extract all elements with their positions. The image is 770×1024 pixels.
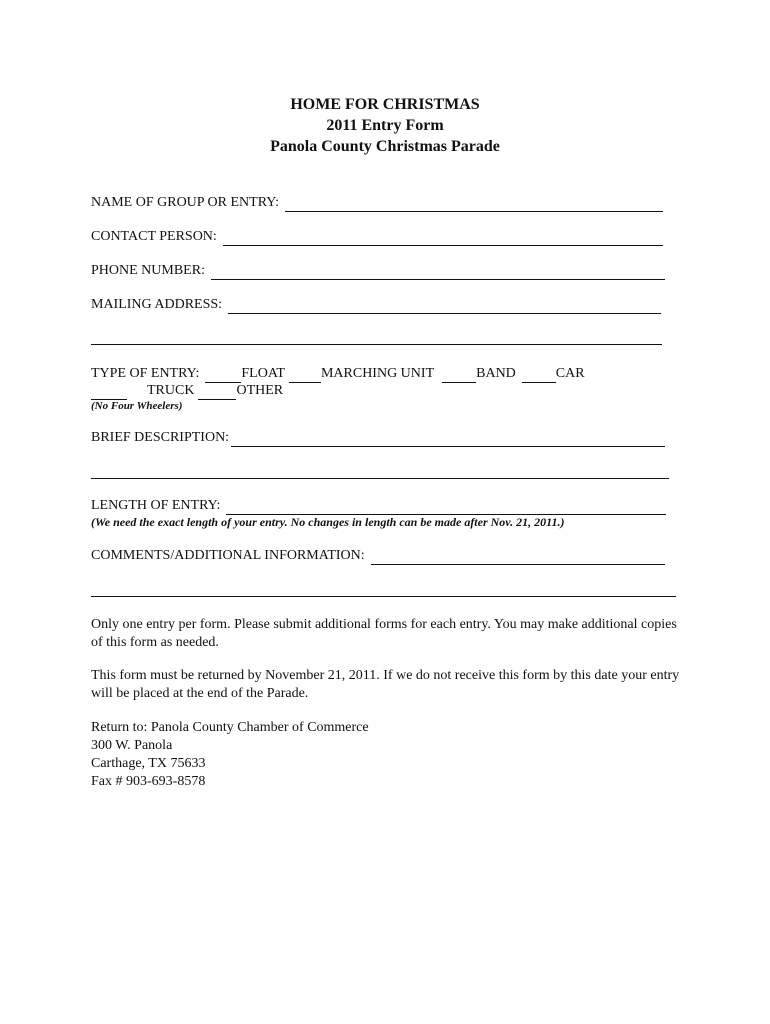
brief-description-line-2[interactable] [91, 478, 669, 479]
name-of-group-input-line[interactable] [285, 198, 663, 212]
return-to-line: Return to: Panola County Chamber of Commerce [91, 720, 369, 735]
band-blank[interactable] [442, 369, 476, 383]
brief-description-label: BRIEF DESCRIPTION: [91, 430, 230, 445]
brief-description-input-line[interactable] [231, 433, 665, 447]
street-address-line: 300 W. Panola [91, 738, 173, 753]
mailing-address-label: MAILING ADDRESS: [91, 297, 223, 312]
form-event-title: Panola County Christmas Parade [270, 138, 500, 155]
no-four-wheelers-note: (No Four Wheelers) [91, 400, 183, 412]
form-year-title: 2011 Entry Form [326, 117, 444, 134]
truck-blank[interactable] [91, 386, 127, 400]
length-of-entry-label: LENGTH OF ENTRY: [91, 498, 221, 513]
form-title: HOME FOR CHRISTMAS [290, 96, 480, 113]
float-blank[interactable] [205, 369, 241, 383]
mailing-address-line-2[interactable] [91, 344, 662, 345]
marching-unit-blank[interactable] [289, 369, 321, 383]
comments-field [91, 547, 665, 565]
marching-unit-option: MARCHING UNIT [320, 366, 435, 381]
float-option: FLOAT [241, 366, 285, 381]
city-state-zip-line: Carthage, TX 75633 [91, 756, 206, 771]
phone-number-label: PHONE NUMBER: [91, 263, 205, 278]
comments-label: COMMENTS/ADDITIONAL INFORMATION: [91, 548, 365, 563]
car-blank[interactable] [522, 369, 556, 383]
one-entry-instruction: Only one entry per form. Please submit additional forms for each entry. You may make additional copies of this form as needed. [91, 617, 677, 650]
length-of-entry-field [91, 497, 666, 515]
truck-option: TRUCK [147, 383, 195, 398]
brief-description-field [91, 429, 665, 447]
mailing-address-field [91, 296, 661, 314]
mailing-address-input-line[interactable] [228, 300, 661, 314]
contact-person-field [91, 228, 663, 246]
length-of-entry-input-line[interactable] [226, 501, 666, 515]
return-address-block [91, 719, 691, 791]
fax-number-line: Fax # 903-693-8578 [91, 774, 206, 789]
comments-input-line[interactable] [371, 551, 665, 565]
phone-number-field [91, 262, 665, 280]
other-option: OTHER [236, 383, 284, 398]
name-of-group-field [91, 194, 663, 212]
deadline-instruction: This form must be returned by November 21, 2011. If we do not receive this form by this date your entry will be placed at the end of the Parade. [91, 668, 680, 701]
car-option: CAR [555, 366, 585, 381]
type-of-entry-label: TYPE OF ENTRY: [91, 366, 200, 381]
other-blank[interactable] [198, 386, 236, 400]
band-option: BAND [476, 366, 516, 381]
phone-number-input-line[interactable] [211, 266, 665, 280]
length-of-entry-note: (We need the exact length of your entry. No changes in length can be made after Nov. 21, 2011.) [91, 515, 565, 529]
type-of-entry-row-2 [91, 382, 283, 400]
name-of-group-label: NAME OF GROUP OR ENTRY: [91, 195, 279, 210]
type-of-entry-row-1 [91, 365, 585, 383]
contact-person-label: CONTACT PERSON: [91, 229, 217, 244]
contact-person-input-line[interactable] [223, 232, 663, 246]
comments-line-2[interactable] [91, 596, 676, 597]
